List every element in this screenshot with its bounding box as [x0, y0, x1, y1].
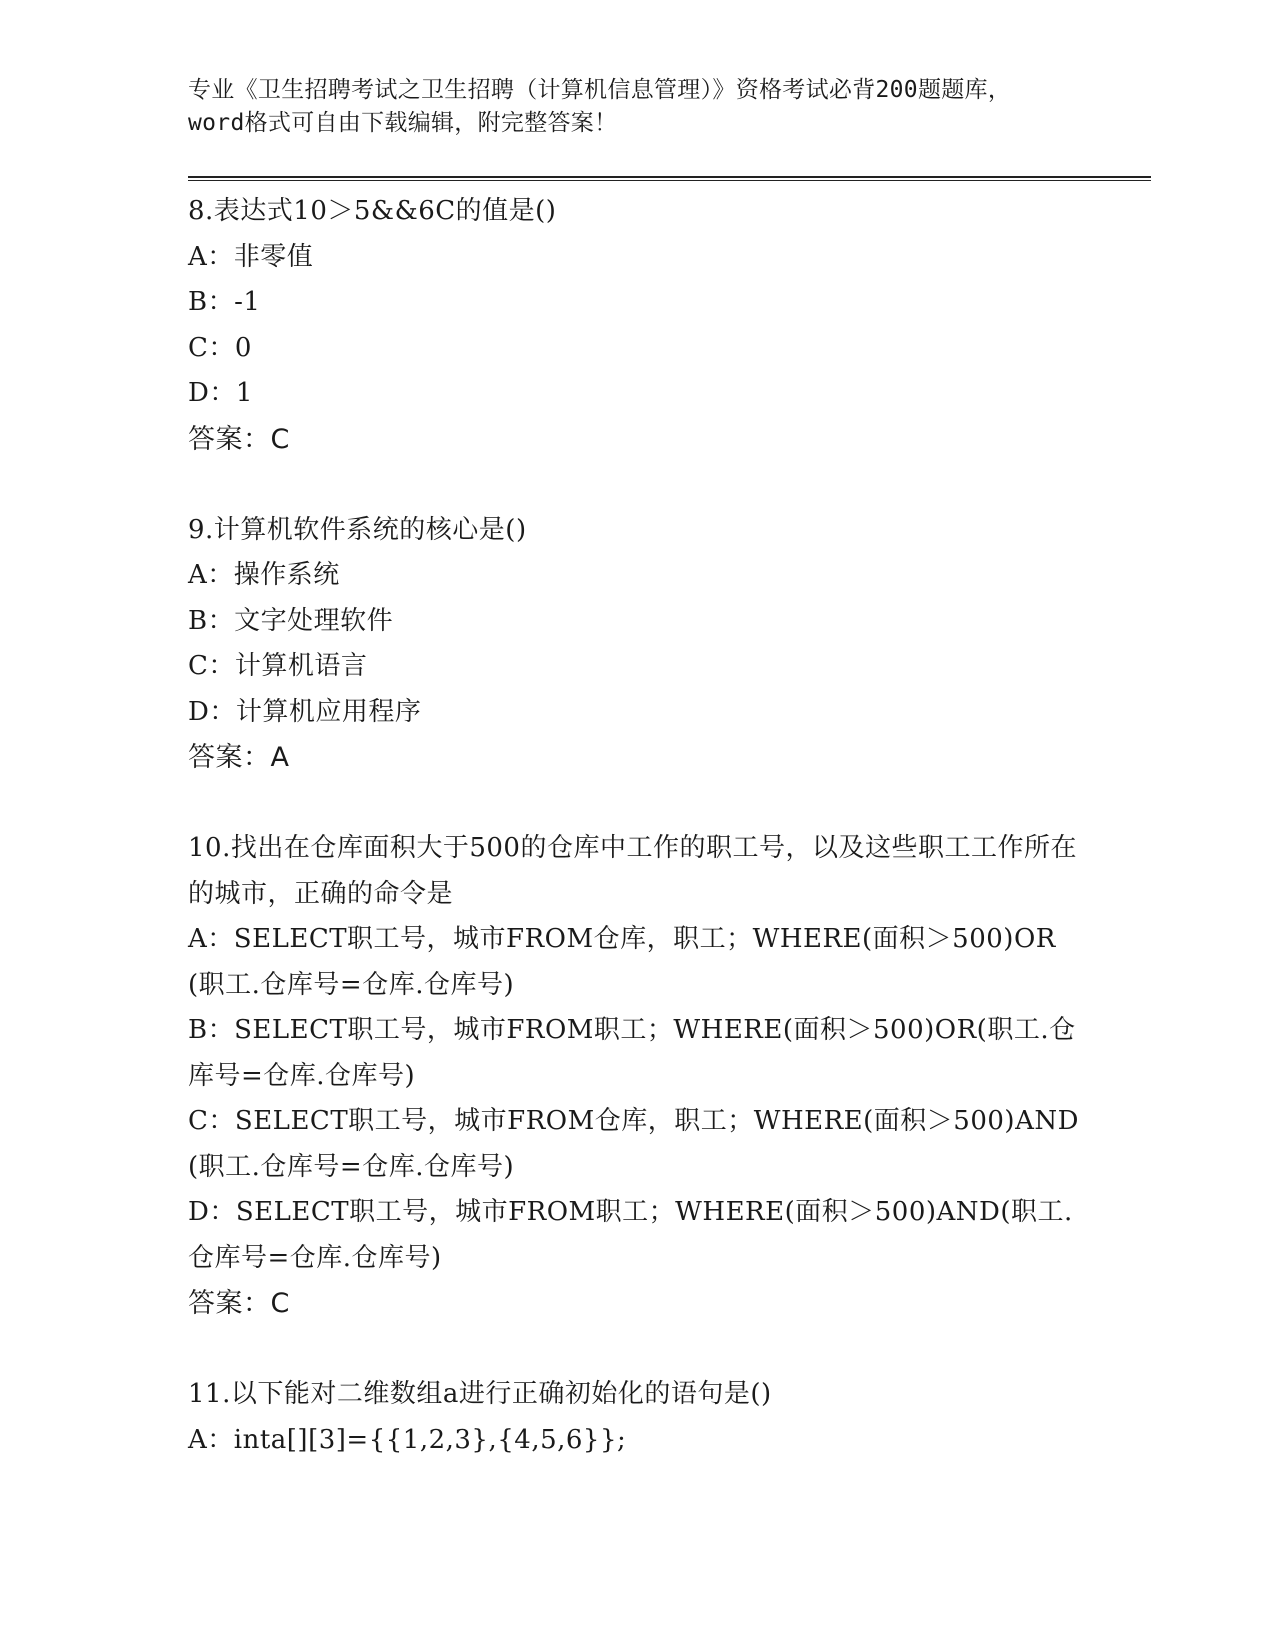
answer-line: 答案：A — [188, 742, 290, 773]
option-a: A：SELECT职工号，城市FROM仓库，职工；WHERE(面积＞500)OR(职工.仓库号=仓库.仓库号) — [188, 924, 1056, 1000]
option-d: D：1 — [188, 378, 253, 408]
question-10 — [188, 826, 1088, 1327]
option-a: A：inta[][3]={{1,2,3},{4,5,6}}; — [188, 1424, 627, 1455]
option-b: B：SELECT职工号，城市FROM职工；WHERE(面积＞500)OR(职工.仓库号=仓库.仓库号) — [188, 1015, 1076, 1091]
question-gap — [188, 1327, 1088, 1373]
header-divider — [188, 176, 1151, 181]
question-gap — [188, 781, 1088, 827]
option-b: B：-1 — [188, 287, 261, 317]
answer-line: 答案：C — [188, 1288, 290, 1319]
option-a: A：非零值 — [188, 241, 314, 272]
header-line-1: 专业《卫生招聘考试之卫生招聘（计算机信息管理）》资格考试必背200题题库， — [188, 77, 1012, 103]
question-stem: 9.计算机软件系统的核心是() — [188, 514, 527, 545]
question-8 — [188, 189, 1088, 462]
answer-line: 答案：C — [188, 423, 290, 455]
option-c: C：0 — [188, 332, 252, 363]
header-line-2: word格式可自由下载编辑，附完整答案！ — [188, 110, 618, 136]
question-list — [188, 189, 1088, 1463]
question-stem: 8.表达式10＞5&&6C的值是() — [188, 196, 557, 226]
option-b: B：文字处理软件 — [188, 605, 394, 636]
option-a: A：操作系统 — [188, 560, 340, 590]
document-header — [188, 74, 1088, 140]
question-stem: 11.以下能对二维数组a进行正确初始化的语句是() — [188, 1379, 772, 1409]
option-c: C：SELECT职工号，城市FROM仓库，职工；WHERE(面积＞500)AND(职工.仓库号=仓库.仓库号) — [188, 1106, 1079, 1182]
question-11 — [188, 1372, 1088, 1463]
question-stem: 10.找出在仓库面积大于500的仓库中工作的职工号，以及这些职工工作所在的城市，正确的命令是 — [188, 833, 1077, 909]
option-d: D：SELECT职工号，城市FROM职工；WHERE(面积＞500)AND(职工.仓库号=仓库.仓库号) — [188, 1197, 1073, 1273]
option-c: C：计算机语言 — [188, 651, 368, 681]
question-gap — [188, 462, 1088, 508]
question-9 — [188, 508, 1088, 781]
option-d: D：计算机应用程序 — [188, 696, 422, 727]
